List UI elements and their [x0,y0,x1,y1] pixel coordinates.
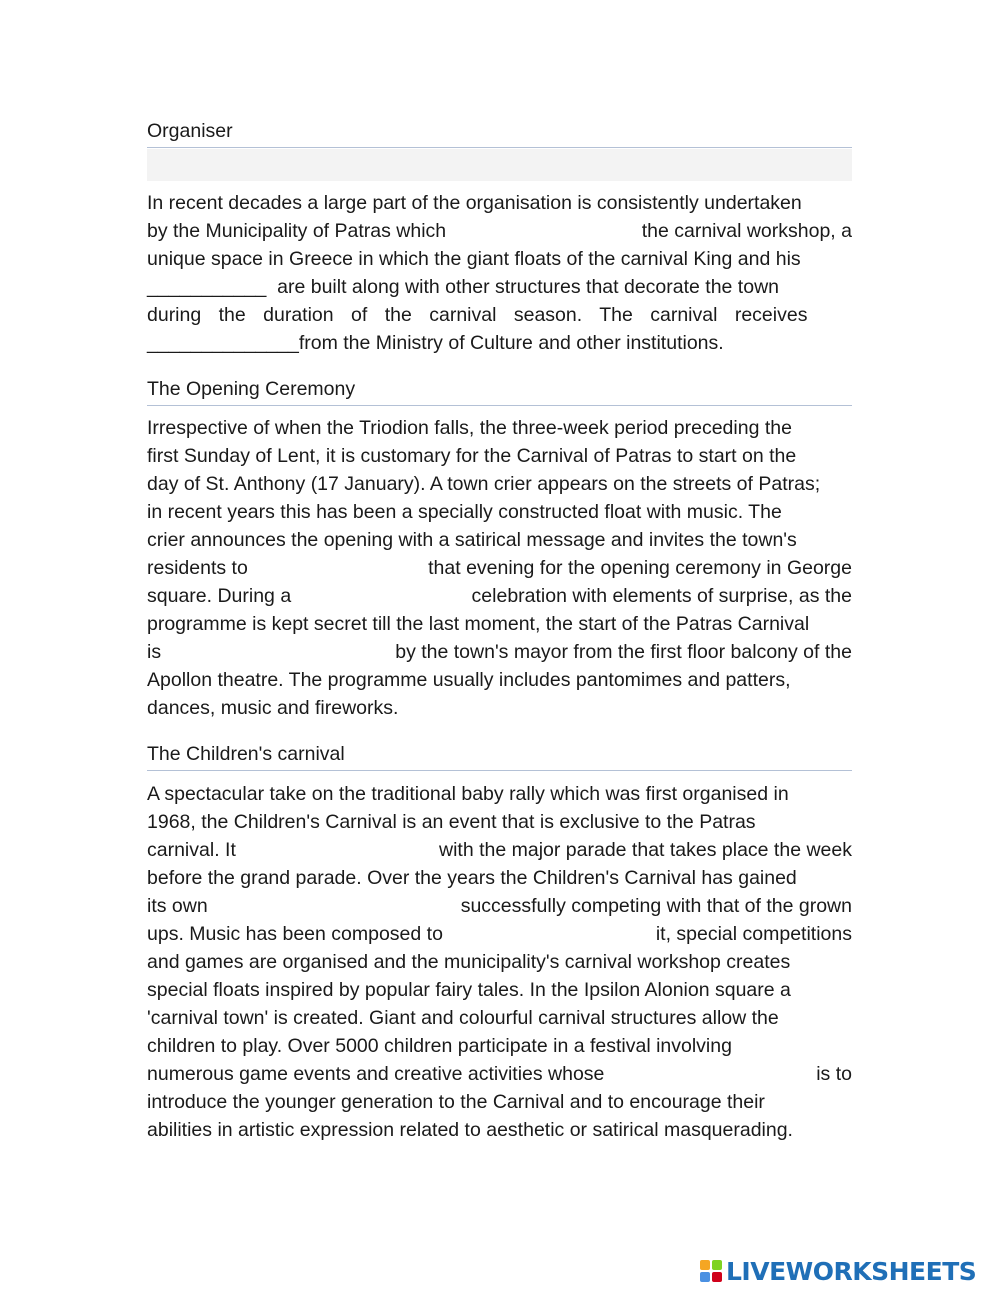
text-line: special floats inspired by popular fairy tales. In the Ipsilon Alonion square a [147,979,791,1001]
text-line: A spectacular take on the traditional baby rally which was first organised in [147,783,789,805]
paragraph-childrens-carnival [147,780,852,1144]
blank-gap [277,836,397,864]
text-line: before the grand parade. Over the years the Children's Carnival has gained [147,867,797,889]
blank-gap [208,638,348,666]
text-line: is by the town's mayor from the first floor balcony of the [147,638,852,666]
text-line: in recent years this has been a specially constructed float with music. The [147,501,782,523]
blank-gap [474,920,624,948]
text-line: day of St. Anthony (17 January). A town crier appears on the streets of Patras; [147,473,821,495]
text-line: children to play. Over 5000 children participate in a festival involving [147,1035,732,1057]
text-line: during the duration of the carnival season. The carnival receives [147,304,808,326]
text-line: ___________ are built along with other structures that decorate the town [147,276,779,298]
text-line: Apollon theatre. The programme usually includes pantomimes and patters, [147,669,791,691]
liveworksheets-logo-icon [700,1260,722,1282]
blank-gap [635,1060,785,1088]
text-line: 'carnival town' is created. Giant and colourful carnival structures allow the [147,1007,779,1029]
answer-field-bar [147,149,852,181]
text-line: ups. Music has been composed to it, special competitions [147,920,852,948]
text-line: by the Municipality of Patras which the carnival workshop, a [147,217,852,245]
text-line: abilities in artistic expression related to aesthetic or satirical masquerading. [147,1119,793,1141]
blank-gap [254,892,414,920]
blank-gap [326,582,436,610]
paragraph-organiser [147,189,852,357]
text-line: square. During a celebration with elements of surprise, as the [147,582,852,610]
text-line: programme is kept secret till the last moment, the start of the Patras Carnival [147,613,810,635]
brand-name: LIVEWORKSHEETS [726,1256,977,1286]
text-line: residents to that evening for the opening ceremony in George [147,554,852,582]
text-line: introduce the younger generation to the Carnival and to encourage their [147,1091,765,1113]
section-heading-childrens-carnival: The Children's carnival [147,742,852,771]
text-line: In recent decades a large part of the organisation is consistently undertaken [147,192,802,214]
text-line: ______________from the Ministry of Culture and other institutions. [147,332,724,354]
section-heading-organiser: Organiser [147,119,852,148]
paragraph-opening-ceremony [147,414,852,722]
text-line: numerous game events and creative activities whose is to [147,1060,852,1088]
text-line: 1968, the Children's Carnival is an event that is exclusive to the Patras [147,811,756,833]
blank-gap [288,554,388,582]
text-line: first Sunday of Lent, it is customary for the Carnival of Patras to start on the [147,445,797,467]
text-line: dances, music and fireworks. [147,697,399,719]
text-line: and games are organised and the municipality's carnival workshop creates [147,951,791,973]
section-heading-opening-ceremony: The Opening Ceremony [147,377,852,406]
text-line: unique space in Greece in which the giant floats of the carnival King and his [147,248,801,270]
text-line: crier announces the opening with a satirical message and invites the town's [147,529,797,551]
text-line: carnival. It with the major parade that takes place the week [147,836,852,864]
text-line: its own successfully competing with that of the grown [147,892,852,920]
blank-gap [484,217,604,245]
text-line: Irrespective of when the Triodion falls, the three-week period preceding the [147,417,792,439]
liveworksheets-logo [700,1256,976,1286]
